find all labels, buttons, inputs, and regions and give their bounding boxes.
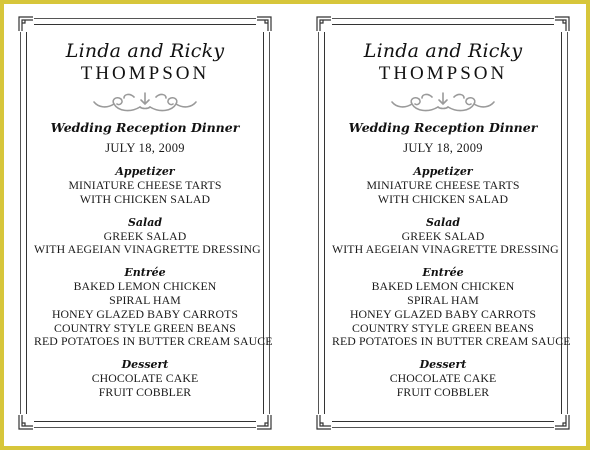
greek-key-corner-icon xyxy=(316,414,332,430)
section-heading: Entrée xyxy=(124,266,166,280)
family-name: THOMPSON xyxy=(80,63,210,84)
menu-item: CHOCOLATE CAKE xyxy=(389,371,497,386)
section-heading: Dessert xyxy=(121,358,169,372)
section-heading: Appetizer xyxy=(413,165,473,178)
greek-key-corner-icon xyxy=(316,16,332,32)
section-items xyxy=(332,228,559,258)
section-items xyxy=(332,179,554,207)
section-heading: Salad xyxy=(425,215,461,229)
family-name: THOMPSON xyxy=(378,63,508,84)
event-title: Wedding Reception Dinner xyxy=(50,120,240,135)
menu-item: SPIRAL HAM xyxy=(407,292,479,307)
greek-key-corner-icon xyxy=(256,414,272,430)
section-heading: Appetizer xyxy=(115,165,175,178)
menu-section xyxy=(332,165,554,207)
section-heading: Entrée xyxy=(422,266,464,280)
menu-item: BAKED LEMON CHICKEN xyxy=(371,279,515,294)
menu-card xyxy=(318,18,571,428)
menu-item: GREEK SALAD xyxy=(401,228,485,243)
menu-item: FRUIT COBBLER xyxy=(98,384,192,399)
section-items xyxy=(332,372,554,400)
card-content xyxy=(34,40,273,400)
section-items xyxy=(34,228,261,258)
menu-item: WITH CHICKEN SALAD xyxy=(79,191,211,206)
menu-item: WITH CHICKEN SALAD xyxy=(377,191,509,206)
card-content xyxy=(332,40,571,400)
menu-item: HONEY GLAZED BABY CARROTS xyxy=(51,306,239,321)
scroll-flourish-icon xyxy=(388,89,498,115)
menu-section xyxy=(34,165,256,207)
menu-item: COUNTRY STYLE GREEN BEANS xyxy=(54,320,236,335)
menu-item: BAKED LEMON CHICKEN xyxy=(73,279,217,294)
section-items xyxy=(332,279,571,349)
menu-section xyxy=(332,215,559,258)
section-items xyxy=(34,179,256,207)
menu-sections xyxy=(34,165,273,400)
menu-item: WITH AEGEIAN VINAGRETTE DRESSING xyxy=(332,242,559,257)
menu-section xyxy=(34,215,261,258)
event-date: JULY 18, 2009 xyxy=(403,141,483,155)
menu-section xyxy=(332,266,571,349)
scroll-flourish-icon xyxy=(90,89,200,115)
menu-item: HONEY GLAZED BABY CARROTS xyxy=(349,306,537,321)
section-heading: Salad xyxy=(127,215,163,229)
event-date: JULY 18, 2009 xyxy=(105,141,185,155)
menu-card xyxy=(20,18,273,428)
greek-key-corner-icon xyxy=(554,16,570,32)
menu-item: RED POTATOES IN BUTTER CREAM SAUCE xyxy=(332,334,571,349)
menu-item: MINIATURE CHEESE TARTS xyxy=(366,178,520,192)
menu-item: GREEK SALAD xyxy=(103,228,187,243)
menu-item: MINIATURE CHEESE TARTS xyxy=(68,178,222,192)
menu-sections xyxy=(332,165,571,400)
menu-item: FRUIT COBBLER xyxy=(396,384,490,399)
menu-item: COUNTRY STYLE GREEN BEANS xyxy=(352,320,534,335)
event-title: Wedding Reception Dinner xyxy=(348,120,538,135)
greek-key-corner-icon xyxy=(554,414,570,430)
menu-section xyxy=(34,358,256,400)
greek-key-corner-icon xyxy=(256,16,272,32)
menu-item: SPIRAL HAM xyxy=(109,292,181,307)
menu-section xyxy=(332,358,554,400)
menu-item: WITH AEGEIAN VINAGRETTE DRESSING xyxy=(34,242,261,257)
couple-names: Linda and Ricky xyxy=(65,40,225,62)
greek-key-corner-icon xyxy=(18,414,34,430)
menu-item: RED POTATOES IN BUTTER CREAM SAUCE xyxy=(34,334,273,349)
couple-names: Linda and Ricky xyxy=(363,40,523,62)
menu-item: CHOCOLATE CAKE xyxy=(91,371,199,386)
section-items xyxy=(34,372,256,400)
section-items xyxy=(34,279,273,349)
menu-section xyxy=(34,266,273,349)
section-heading: Dessert xyxy=(419,358,467,372)
greek-key-corner-icon xyxy=(18,16,34,32)
